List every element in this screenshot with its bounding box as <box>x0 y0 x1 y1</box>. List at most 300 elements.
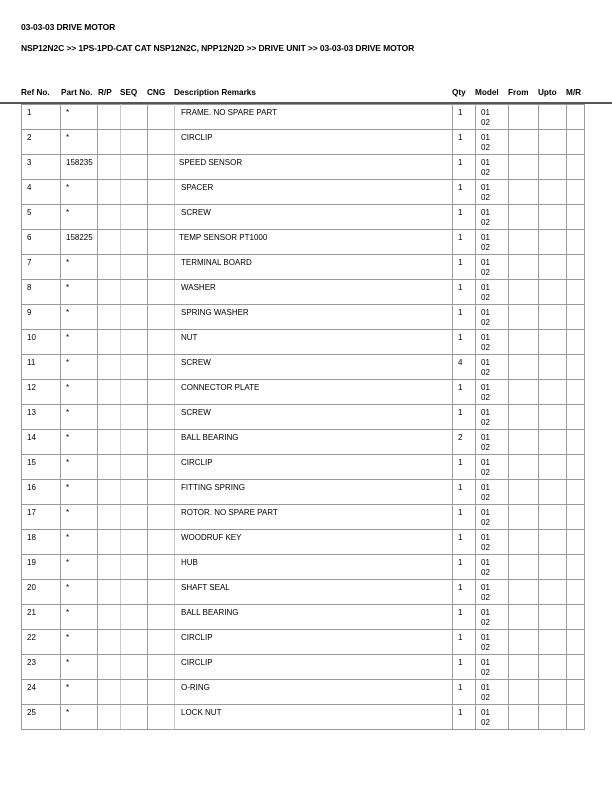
part-no-cell <box>61 255 98 280</box>
description-cell <box>175 430 453 455</box>
ref-no: 23 <box>27 658 36 667</box>
qty-cell <box>453 305 476 330</box>
table-row <box>22 230 585 255</box>
model-code: 01 <box>481 608 490 617</box>
seq-cell <box>121 330 148 355</box>
mr-cell <box>567 155 585 180</box>
rp-cell <box>98 530 121 555</box>
breadcrumb: NSP12N2C >> 1PS-1PD-CAT CAT NSP12N2C, NPP12N2D >> DRIVE UNIT >> 03-03-03 DRIVE MOTOR <box>21 43 415 53</box>
part-no-cell <box>61 130 98 155</box>
ref-no-cell <box>22 655 61 680</box>
rp-cell <box>98 555 121 580</box>
table-row <box>22 255 585 280</box>
ref-no: 8 <box>27 283 32 292</box>
cng-cell <box>148 230 175 255</box>
description: NUT <box>181 333 198 342</box>
upto-cell <box>539 430 567 455</box>
from-cell <box>509 355 539 380</box>
qty: 1 <box>458 583 463 592</box>
part-no-cell <box>61 455 98 480</box>
cng-cell <box>148 355 175 380</box>
model-code: 01 <box>481 508 490 517</box>
part-no-cell <box>61 405 98 430</box>
ref-no: 2 <box>27 133 32 142</box>
part-no: * <box>66 358 70 367</box>
description: SCREW <box>181 358 211 367</box>
upto-cell <box>539 230 567 255</box>
ref-no-cell <box>22 505 61 530</box>
model-cell <box>476 105 509 130</box>
model-code: 01 <box>481 483 490 492</box>
ref-no-cell <box>22 455 61 480</box>
model-code: 01 <box>481 433 490 442</box>
description: SHAFT SEAL <box>181 583 230 592</box>
from-cell <box>509 230 539 255</box>
seq-cell <box>121 355 148 380</box>
ref-no-cell <box>22 480 61 505</box>
seq-cell <box>121 655 148 680</box>
upto-cell <box>539 155 567 180</box>
model-code: 01 <box>481 533 490 542</box>
seq-cell <box>121 455 148 480</box>
model-code: 02 <box>481 568 490 577</box>
upto-cell <box>539 380 567 405</box>
description: FRAME. NO SPARE PART <box>181 108 278 117</box>
model-cell <box>476 230 509 255</box>
qty: 1 <box>458 608 463 617</box>
parts-table <box>21 104 585 730</box>
part-no: * <box>66 258 70 267</box>
model-code: 01 <box>481 333 490 342</box>
qty-cell <box>453 455 476 480</box>
col-header-model: Model <box>475 88 499 97</box>
from-cell <box>509 455 539 480</box>
qty: 1 <box>458 108 463 117</box>
ref-no-cell <box>22 580 61 605</box>
model-cell <box>476 130 509 155</box>
rp-cell <box>98 255 121 280</box>
model-code: 02 <box>481 443 490 452</box>
cng-cell <box>148 405 175 430</box>
from-cell <box>509 555 539 580</box>
rp-cell <box>98 180 121 205</box>
ref-no: 6 <box>27 233 32 242</box>
table-row <box>22 505 585 530</box>
rp-cell <box>98 355 121 380</box>
rp-cell <box>98 205 121 230</box>
mr-cell <box>567 105 585 130</box>
model-code: 02 <box>481 718 490 727</box>
upto-cell <box>539 605 567 630</box>
ref-no-cell <box>22 380 61 405</box>
rp-cell <box>98 380 121 405</box>
upto-cell <box>539 205 567 230</box>
qty: 1 <box>458 633 463 642</box>
table-row <box>22 105 585 130</box>
part-no-cell <box>61 605 98 630</box>
rp-cell <box>98 155 121 180</box>
model-code: 01 <box>481 358 490 367</box>
part-no: 158225 <box>66 233 93 242</box>
ref-no: 3 <box>27 158 32 167</box>
rp-cell <box>98 505 121 530</box>
qty: 1 <box>458 383 463 392</box>
description: BALL BEARING <box>181 433 239 442</box>
part-no-cell <box>61 380 98 405</box>
part-no: * <box>66 483 70 492</box>
qty-cell <box>453 330 476 355</box>
description: CIRCLIP <box>181 658 213 667</box>
mr-cell <box>567 255 585 280</box>
from-cell <box>509 480 539 505</box>
upto-cell <box>539 455 567 480</box>
model-code: 01 <box>481 208 490 217</box>
qty-cell <box>453 380 476 405</box>
description-cell <box>175 155 453 180</box>
rp-cell <box>98 705 121 730</box>
qty: 1 <box>458 658 463 667</box>
ref-no: 15 <box>27 458 36 467</box>
model-code: 02 <box>481 593 490 602</box>
upto-cell <box>539 530 567 555</box>
upto-cell <box>539 480 567 505</box>
cng-cell <box>148 430 175 455</box>
description-cell <box>175 205 453 230</box>
upto-cell <box>539 705 567 730</box>
model-cell <box>476 505 509 530</box>
ref-no-cell <box>22 405 61 430</box>
from-cell <box>509 505 539 530</box>
qty-cell <box>453 430 476 455</box>
ref-no: 16 <box>27 483 36 492</box>
table-row <box>22 155 585 180</box>
qty: 1 <box>458 558 463 567</box>
model-cell <box>476 180 509 205</box>
description-cell <box>175 330 453 355</box>
qty: 1 <box>458 533 463 542</box>
qty: 1 <box>458 408 463 417</box>
mr-cell <box>567 305 585 330</box>
model-code: 01 <box>481 658 490 667</box>
part-no-cell <box>61 205 98 230</box>
cng-cell <box>148 555 175 580</box>
qty-cell <box>453 605 476 630</box>
col-header-part-no: Part No. <box>61 88 93 97</box>
cng-cell <box>148 455 175 480</box>
model-code: 02 <box>481 393 490 402</box>
cng-cell <box>148 530 175 555</box>
qty-cell <box>453 405 476 430</box>
from-cell <box>509 630 539 655</box>
seq-cell <box>121 155 148 180</box>
ref-no-cell <box>22 630 61 655</box>
col-header-mr: M/R <box>566 88 582 97</box>
cng-cell <box>148 305 175 330</box>
ref-no-cell <box>22 305 61 330</box>
ref-no-cell <box>22 430 61 455</box>
ref-no: 22 <box>27 633 36 642</box>
qty: 1 <box>458 333 463 342</box>
cng-cell <box>148 505 175 530</box>
seq-cell <box>121 380 148 405</box>
model-code: 02 <box>481 243 490 252</box>
ref-no-cell <box>22 230 61 255</box>
part-no: * <box>66 458 70 467</box>
qty-cell <box>453 680 476 705</box>
from-cell <box>509 530 539 555</box>
cng-cell <box>148 105 175 130</box>
description: CIRCLIP <box>181 133 213 142</box>
table-row <box>22 355 585 380</box>
model-code: 01 <box>481 158 490 167</box>
qty-cell <box>453 105 476 130</box>
cng-cell <box>148 580 175 605</box>
ref-no-cell <box>22 155 61 180</box>
description: FITTING SPRING <box>181 483 245 492</box>
model-code: 02 <box>481 193 490 202</box>
model-cell <box>476 380 509 405</box>
ref-no: 21 <box>27 608 36 617</box>
description-cell <box>175 280 453 305</box>
mr-cell <box>567 380 585 405</box>
rp-cell <box>98 630 121 655</box>
model-code: 02 <box>481 343 490 352</box>
rp-cell <box>98 305 121 330</box>
ref-no: 19 <box>27 558 36 567</box>
part-no: * <box>66 183 70 192</box>
part-no-cell <box>61 355 98 380</box>
from-cell <box>509 655 539 680</box>
description: WASHER <box>181 283 216 292</box>
description-cell <box>175 255 453 280</box>
mr-cell <box>567 580 585 605</box>
rp-cell <box>98 680 121 705</box>
ref-no-cell <box>22 680 61 705</box>
model-code: 02 <box>481 543 490 552</box>
mr-cell <box>567 705 585 730</box>
ref-no-cell <box>22 280 61 305</box>
model-code: 02 <box>481 493 490 502</box>
ref-no-cell <box>22 205 61 230</box>
model-code: 02 <box>481 518 490 527</box>
description-cell <box>175 705 453 730</box>
model-code: 02 <box>481 118 490 127</box>
model-code: 02 <box>481 143 490 152</box>
description-cell <box>175 630 453 655</box>
description: ROTOR. NO SPARE PART <box>181 508 278 517</box>
part-no-cell <box>61 430 98 455</box>
description: CIRCLIP <box>181 633 213 642</box>
description-cell <box>175 530 453 555</box>
ref-no-cell <box>22 705 61 730</box>
description-cell <box>175 105 453 130</box>
ref-no: 1 <box>27 108 32 117</box>
qty-cell <box>453 280 476 305</box>
part-no-cell <box>61 555 98 580</box>
qty-cell <box>453 355 476 380</box>
part-no: 158235 <box>66 158 93 167</box>
description-cell <box>175 580 453 605</box>
part-no: * <box>66 333 70 342</box>
description: SPEED SENSOR <box>179 158 243 167</box>
table-row <box>22 455 585 480</box>
model-code: 01 <box>481 108 490 117</box>
part-no: * <box>66 633 70 642</box>
part-no-cell <box>61 230 98 255</box>
rp-cell <box>98 480 121 505</box>
model-code: 01 <box>481 183 490 192</box>
part-no-cell <box>61 330 98 355</box>
upto-cell <box>539 255 567 280</box>
qty: 1 <box>458 133 463 142</box>
from-cell <box>509 305 539 330</box>
part-no: * <box>66 283 70 292</box>
page-title: 03-03-03 DRIVE MOTOR <box>21 22 116 32</box>
upto-cell <box>539 405 567 430</box>
description: HUB <box>181 558 198 567</box>
from-cell <box>509 180 539 205</box>
cng-cell <box>148 705 175 730</box>
model-code: 02 <box>481 368 490 377</box>
seq-cell <box>121 505 148 530</box>
cng-cell <box>148 480 175 505</box>
seq-cell <box>121 180 148 205</box>
model-cell <box>476 280 509 305</box>
table-row <box>22 530 585 555</box>
description-cell <box>175 355 453 380</box>
ref-no: 17 <box>27 508 36 517</box>
description-cell <box>175 380 453 405</box>
model-code: 01 <box>481 308 490 317</box>
model-code: 01 <box>481 283 490 292</box>
seq-cell <box>121 255 148 280</box>
from-cell <box>509 105 539 130</box>
part-no: * <box>66 533 70 542</box>
mr-cell <box>567 505 585 530</box>
mr-cell <box>567 630 585 655</box>
qty-cell <box>453 155 476 180</box>
model-code: 01 <box>481 408 490 417</box>
model-cell <box>476 580 509 605</box>
model-cell <box>476 255 509 280</box>
model-cell <box>476 630 509 655</box>
cng-cell <box>148 155 175 180</box>
mr-cell <box>567 405 585 430</box>
mr-cell <box>567 330 585 355</box>
table-row <box>22 405 585 430</box>
qty: 1 <box>458 158 463 167</box>
qty: 1 <box>458 483 463 492</box>
seq-cell <box>121 680 148 705</box>
from-cell <box>509 280 539 305</box>
ref-no: 20 <box>27 583 36 592</box>
part-no-cell <box>61 155 98 180</box>
upto-cell <box>539 680 567 705</box>
qty-cell <box>453 555 476 580</box>
ref-no: 7 <box>27 258 32 267</box>
table-row <box>22 555 585 580</box>
mr-cell <box>567 680 585 705</box>
mr-cell <box>567 280 585 305</box>
description: SPRING WASHER <box>181 308 249 317</box>
seq-cell <box>121 580 148 605</box>
from-cell <box>509 130 539 155</box>
qty-cell <box>453 505 476 530</box>
part-no-cell <box>61 580 98 605</box>
upto-cell <box>539 505 567 530</box>
description: CONNECTOR PLATE <box>181 383 260 392</box>
model-code: 02 <box>481 268 490 277</box>
ref-no: 25 <box>27 708 36 717</box>
table-row <box>22 180 585 205</box>
ref-no-cell <box>22 355 61 380</box>
model-code: 01 <box>481 683 490 692</box>
description-cell <box>175 505 453 530</box>
seq-cell <box>121 630 148 655</box>
cng-cell <box>148 255 175 280</box>
description-cell <box>175 480 453 505</box>
model-cell <box>476 205 509 230</box>
ref-no-cell <box>22 130 61 155</box>
seq-cell <box>121 480 148 505</box>
upto-cell <box>539 130 567 155</box>
ref-no: 14 <box>27 433 36 442</box>
part-no: * <box>66 383 70 392</box>
description: BALL BEARING <box>181 608 239 617</box>
qty: 1 <box>458 708 463 717</box>
description-cell <box>175 305 453 330</box>
table-row <box>22 330 585 355</box>
qty: 1 <box>458 258 463 267</box>
ref-no-cell <box>22 605 61 630</box>
mr-cell <box>567 205 585 230</box>
description: LOCK NUT <box>181 708 222 717</box>
part-no-cell <box>61 530 98 555</box>
cng-cell <box>148 205 175 230</box>
model-cell <box>476 705 509 730</box>
seq-cell <box>121 230 148 255</box>
qty: 1 <box>458 283 463 292</box>
seq-cell <box>121 430 148 455</box>
from-cell <box>509 680 539 705</box>
model-code: 02 <box>481 218 490 227</box>
part-no: * <box>66 683 70 692</box>
rp-cell <box>98 405 121 430</box>
qty-cell <box>453 530 476 555</box>
table-row <box>22 655 585 680</box>
qty: 1 <box>458 183 463 192</box>
seq-cell <box>121 705 148 730</box>
qty: 4 <box>458 358 463 367</box>
ref-no: 18 <box>27 533 36 542</box>
upto-cell <box>539 330 567 355</box>
table-row <box>22 205 585 230</box>
col-header-cng: CNG <box>147 88 166 97</box>
qty: 1 <box>458 683 463 692</box>
model-cell <box>476 405 509 430</box>
ref-no-cell <box>22 180 61 205</box>
ref-no: 5 <box>27 208 32 217</box>
seq-cell <box>121 280 148 305</box>
seq-cell <box>121 130 148 155</box>
mr-cell <box>567 530 585 555</box>
part-no-cell <box>61 705 98 730</box>
ref-no: 12 <box>27 383 36 392</box>
model-code: 01 <box>481 633 490 642</box>
ref-no: 10 <box>27 333 36 342</box>
qty-cell <box>453 180 476 205</box>
col-header-seq: SEQ <box>120 88 138 97</box>
